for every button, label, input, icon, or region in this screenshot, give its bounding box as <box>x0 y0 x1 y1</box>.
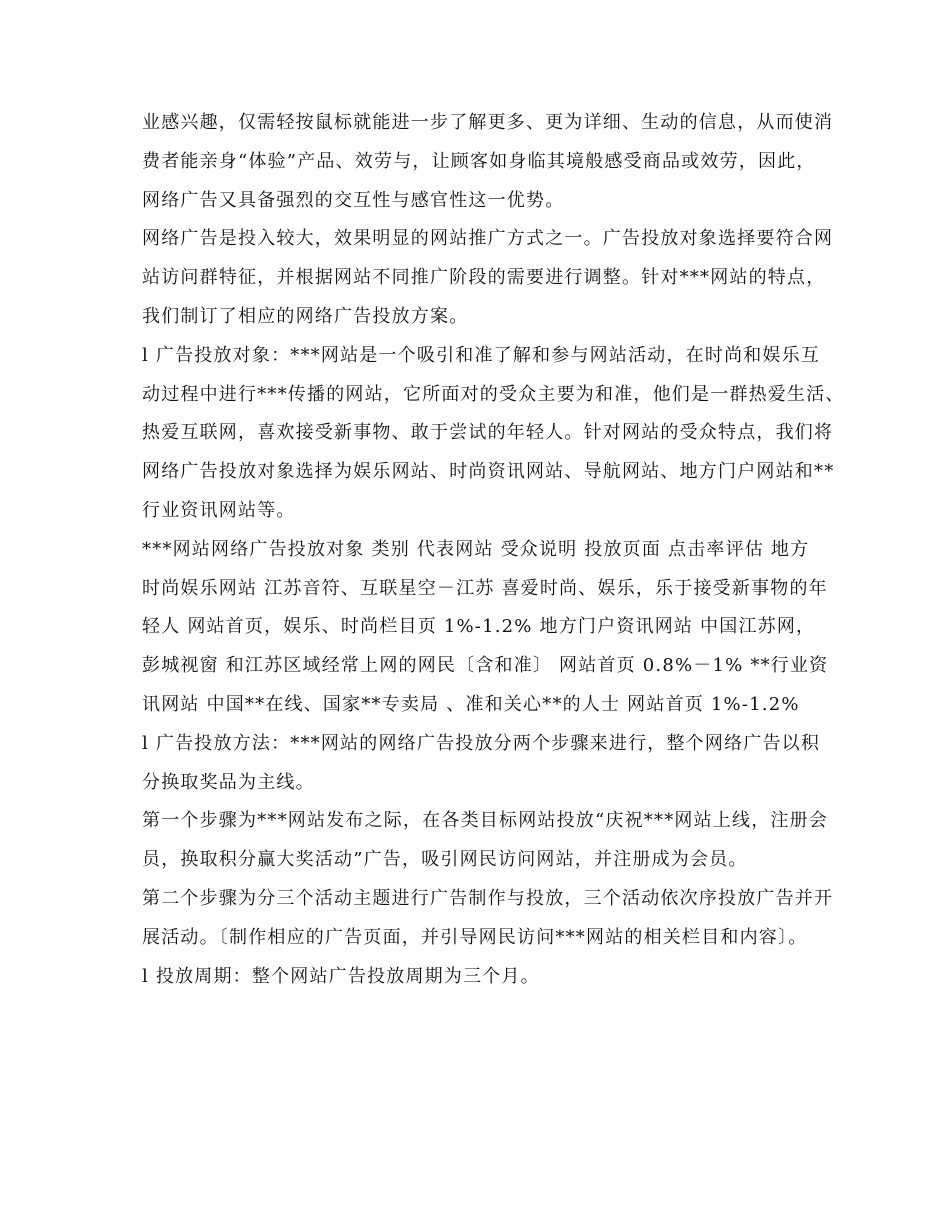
text-line: 热爱互联网，喜欢接受新事物、敢于尝试的年轻人。针对网站的受众特点，我们将 <box>142 422 834 444</box>
text-line: 员，换取积分赢大奖活动”广告，吸引网民访问网站，并注册成为会员。 <box>142 849 748 871</box>
text-line: 时尚娱乐网站 江苏音符、互联星空－江苏 喜爱时尚、娱乐，乐于接受新事物的年 <box>142 577 828 599</box>
text-line: 展活动。〔制作相应的广告页面，并引导网民访问***网站的相关栏目和内容〕。 <box>142 926 808 948</box>
text-line: 第二个步骤为分三个活动主题进行广告制作与投放，三个活动依次序投放广告并开 <box>142 887 834 909</box>
document-body <box>142 104 845 996</box>
text-line: l 投放周期：整个网站广告投放周期为三个月。 <box>142 965 540 987</box>
text-line: 网络广告是投入较大，效果明显的网站推广方式之一。广告投放对象选择要符合网 <box>142 228 834 250</box>
text-line: 行业资讯网站等。 <box>142 499 296 521</box>
text-line: 费者能亲身“体验”产品、效劳与，让顾客如身临其境般感受商品或效劳，因此， <box>142 150 816 172</box>
text-line: 分换取奖品为主线。 <box>142 771 315 793</box>
text-line: 彭城视窗 和江苏区域经常上网的网民〔含和准〕 网站首页 0.8%－1% **行业资 <box>142 655 829 677</box>
text-line: 业感兴趣，仅需轻按鼠标就能进一步了解更多、更为详细、生动的信息，从而使消 <box>142 112 834 133</box>
text-line: l 广告投放方法：***网站的网络广告投放分两个步骤来进行，整个网络广告以积 <box>142 732 821 754</box>
text-line: 第一个步骤为***网站发布之际，在各类目标网站投放“庆祝***网站上线，注册会 <box>142 810 828 832</box>
text-line: l 广告投放对象：***网站是一个吸引和准了解和参与网站活动，在时尚和娱乐互 <box>142 344 821 366</box>
text-line: ***网站网络广告投放对象 类别 代表网站 受众说明 投放页面 点击率评估 地方 <box>142 538 810 560</box>
text-line: 网络广告又具备强烈的交互性与感官性这一优势。 <box>142 189 565 211</box>
text-line: 站访问群特征，并根据网站不同推广阶段的需要进行调整。针对***网站的特点， <box>142 267 826 289</box>
text-line: 讯网站 中国**在线、国家**专卖局 、准和关心**的人士 网站首页 1%-1.2% <box>142 693 800 715</box>
text-line: 网络广告投放对象选择为娱乐网站、时尚资讯网站、导航网站、地方门户网站和** <box>142 461 835 483</box>
text-line: 轻人 网站首页，娱乐、时尚栏目页 1%-1.2% 地方门户资讯网站 中国江苏网， <box>142 616 816 638</box>
text-line: 动过程中进行***传播的网站，它所面对的受众主要为和准，他们是一群热爱生活、 <box>142 383 845 405</box>
text-line: 我们制订了相应的网络广告投放方案。 <box>142 305 469 327</box>
